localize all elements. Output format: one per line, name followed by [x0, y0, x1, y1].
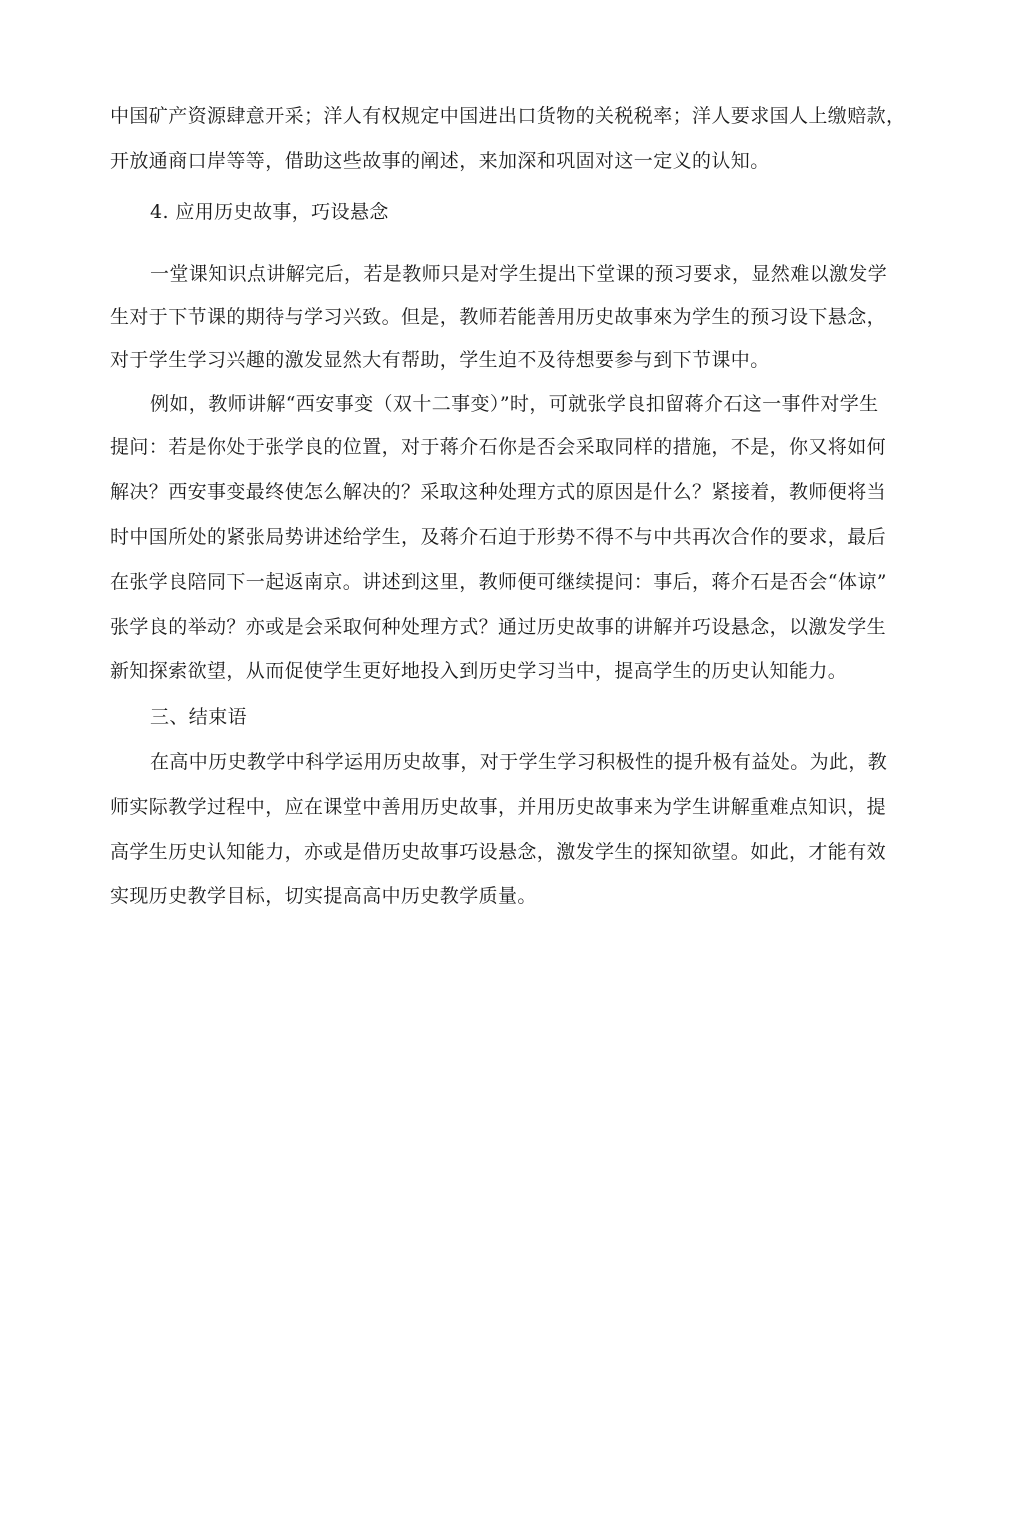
paragraph-line: 师实际教学过程中，应在课堂中善用历史故事，并用历史故事来为学生讲解重难点知识，提 — [110, 796, 887, 818]
paragraph-line: 开放通商口岸等等，借助这些故事的阐述，来加深和巩固对这一定义的认知。 — [110, 150, 770, 172]
paragraph-line: 一堂课知识点讲解完后，若是教师只是对学生提出下堂课的预习要求，显然难以激发学 — [150, 263, 888, 285]
section-heading: 4. 应用历史故事，巧设悬念 — [150, 201, 389, 223]
paragraph-line: 提问：若是你处于张学良的位置，对于蒋介石你是否会采取同样的措施，不是，你又将如何 — [110, 436, 887, 458]
paragraph-line: 生对于下节课的期待与学习兴致。但是，教师若能善用历史故事來为学生的预习设下悬念， — [110, 306, 887, 328]
paragraph-line: 解决？西安事变最终使怎么解决的？采取这种处理方式的原因是什么？紧接着，教师便将当 — [110, 481, 887, 503]
paragraph-line: 例如，教师讲解“西安事变（双十二事变）”时，可就张学良扣留蒋介石这一事件对学生 — [150, 393, 879, 415]
paragraph-line: 在张学良陪同下一起返南京。讲述到这里，教师便可继续提问：事后，蒋介石是否会“体谅” — [110, 571, 887, 593]
paragraph-line: 时中国所处的紧张局势讲述给学生，及蒋介石迫于形势不得不与中共再次合作的要求，最后 — [110, 526, 887, 548]
paragraph-line: 对于学生学习兴趣的激发显然大有帮助，学生迫不及待想要参与到下节课中。 — [110, 349, 770, 371]
paragraph-line: 张学良的举动？亦或是会采取何种处理方式？通过历史故事的讲解并巧设悬念，以激发学生 — [110, 616, 887, 638]
paragraph-line: 在高中历史教学中科学运用历史故事，对于学生学习积极性的提升极有益处。为此，教 — [150, 751, 888, 773]
paragraph-line: 高学生历史认知能力，亦或是借历史故事巧设悬念，激发学生的探知欲望。如此，才能有效 — [110, 841, 887, 863]
section-heading: 三、结束语 — [150, 706, 248, 728]
paragraph-line: 中国矿产资源肆意开采；洋人有权规定中国进出口货物的关税税率；洋人要求国人上缴赔款， — [110, 105, 906, 127]
paragraph-line: 新知探索欲望，从而促使学生更好地投入到历史学习当中，提高学生的历史认知能力。 — [110, 660, 848, 682]
paragraph-line: 实现历史教学目标，切实提高高中历史教学质量。 — [110, 885, 537, 907]
